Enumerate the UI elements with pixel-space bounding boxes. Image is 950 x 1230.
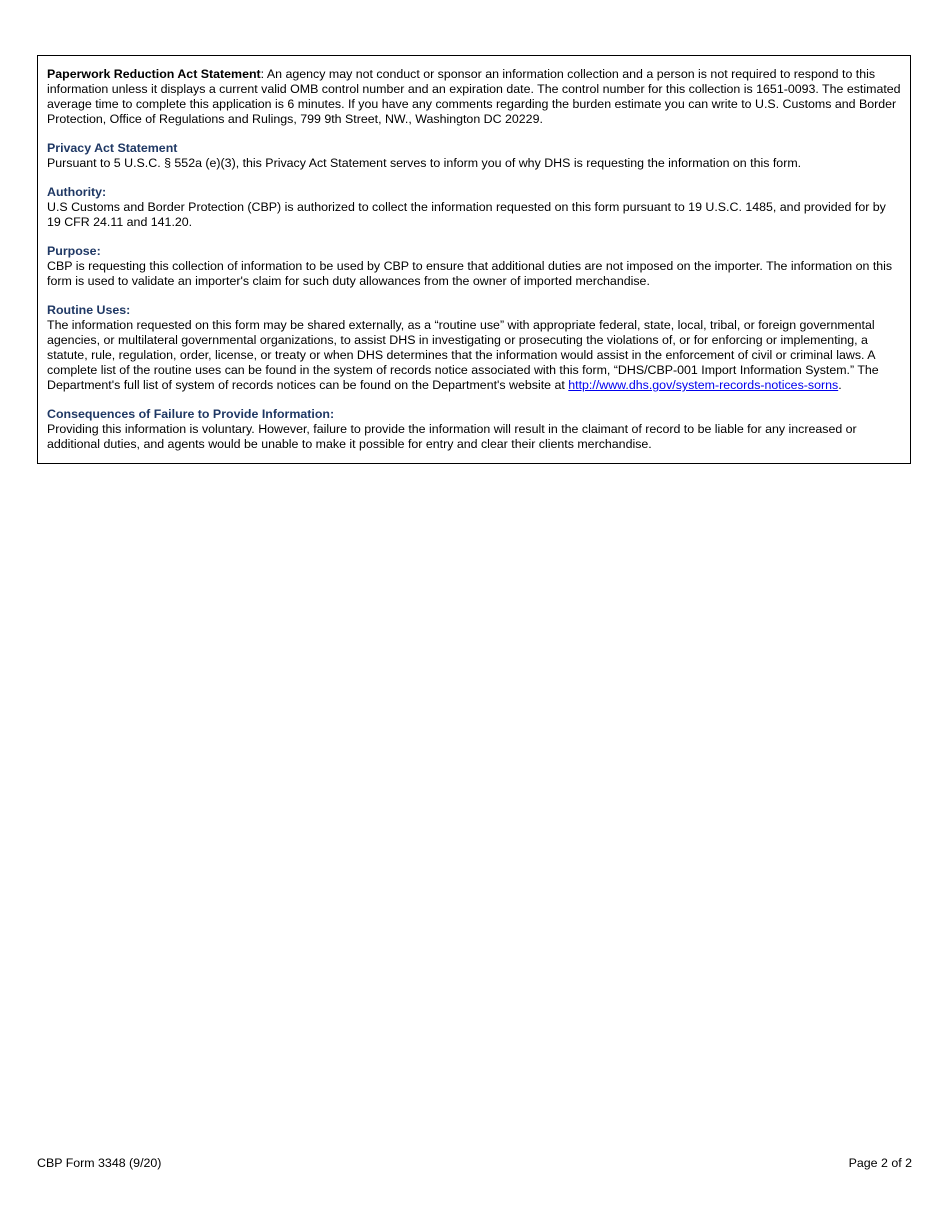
privacy-section [47, 141, 901, 171]
routine-uses-body: The information requested on this form may be shared externally, as a “routine use” with appropriate federal, state, local, tribal, or foreign governmental agencies, or multilateral governmental organizations, to assist DHS in investigating or prosecuting the violations of, or for enforcing or implementing, a statute, rule, regulation, order, license, or treaty or when DHS determines that the information would assist in the enforcement of civil or criminal laws. A complete list of the routine uses can be found in the system of records notice associated with this form, “DHS/CBP-001 Import Information System.” The Department's full list of system of records notices can be found on the Department's website at [47, 318, 879, 392]
paperwork-body: : An agency may not conduct or sponsor an information collection and a person is not required to respond to this information unless it displays a current valid OMB control number and an expiration date. The control number for this collection is 1651-0093. The estimated average time to complete this application is 6 minutes. If you have any comments regarding the burden estimate you can write to U.S. Customs and Border Protection, Office of Regulations and Rulings, 799 9th Street, NW., Washington DC 20229. [47, 67, 901, 126]
routine-uses-section [47, 303, 901, 393]
page-number: Page 2 of 2 [848, 1156, 912, 1170]
authority-section [47, 185, 901, 230]
consequences-body: Providing this information is voluntary. However, failure to provide the information will result in the claimant of record to be liable for any increased or additional duties, and agents would be unable to make it possible for entry and clear their clients merchandise. [47, 422, 857, 451]
paperwork-section [47, 67, 901, 127]
authority-heading: Authority: [47, 185, 107, 199]
purpose-section [47, 244, 901, 289]
consequences-section [47, 407, 901, 452]
purpose-heading: Purpose: [47, 244, 101, 258]
routine-uses-heading: Routine Uses: [47, 303, 131, 317]
paperwork-heading: Paperwork Reduction Act Statement [47, 67, 261, 81]
sorns-link[interactable]: http://www.dhs.gov/system-records-notices-sorns [568, 378, 839, 392]
authority-body: U.S Customs and Border Protection (CBP) is authorized to collect the information requested on this form pursuant to 19 U.S.C. 1485, and provided for by 19 CFR 24.11 and 141.20. [47, 200, 886, 229]
form-id: CBP Form 3348 (9/20) [37, 1156, 162, 1170]
paperwork-paragraph [47, 67, 901, 127]
privacy-heading: Privacy Act Statement [47, 141, 178, 155]
notice-box [37, 55, 911, 464]
privacy-body: Pursuant to 5 U.S.C. § 552a (e)(3), this Privacy Act Statement serves to inform you of why DHS is requesting the information on this form. [47, 156, 802, 170]
routine-uses-paragraph [47, 318, 901, 393]
routine-uses-tail: . [838, 378, 842, 392]
consequences-heading: Consequences of Failure to Provide Information: [47, 407, 335, 421]
purpose-body: CBP is requesting this collection of information to be used by CBP to ensure that additional duties are not imposed on the importer. The information on this form is used to validate an importer's claim for such duty allowances from the owner of imported merchandise. [47, 259, 893, 288]
